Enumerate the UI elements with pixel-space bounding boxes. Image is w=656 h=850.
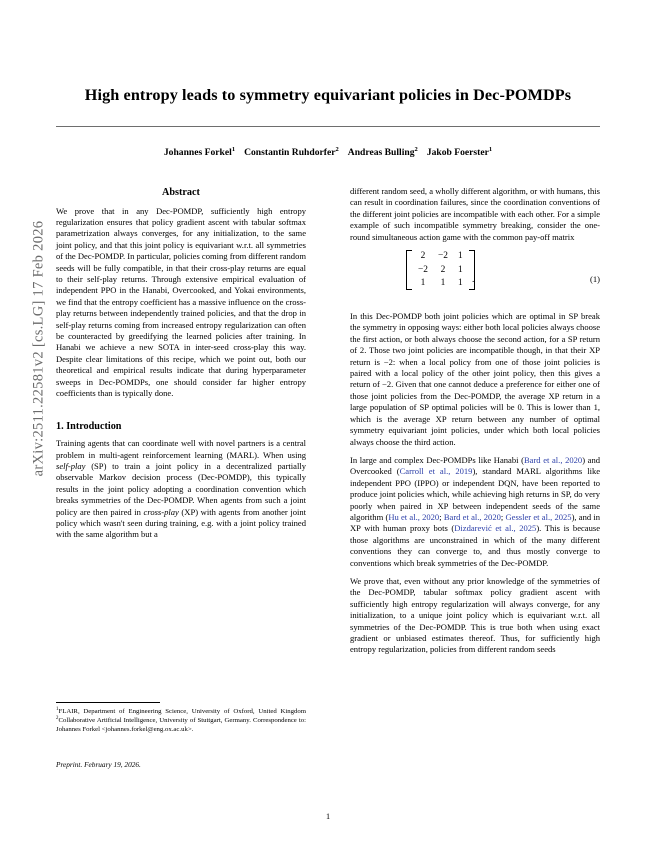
- matrix-cell: 1: [457, 277, 463, 288]
- introduction-paragraph-1: [56, 438, 306, 541]
- right-paragraph-2: In this Dec-POMDP both joint policies which are optimal in SP break the symmetry in opposing ways: either both local policies always choose the first action, or both always choose the second action, for a SP return of 2. Those two joint policies are incompatible though, in that their XP return is −2: when a local policy from one of those joint policies is paired with a local policy of the other joint policy, then this gives a return of −2. Given that one cannot deduce a preference for either one of those joint policies from the Dec-POMDP, the average XP return in a large population of SP optimal policies will be 0. This is lower than 1, which is the average XP return between any number of optimal symmetry equivariant joint policies, under which both local policies always choose the third action.: [350, 311, 600, 447]
- term-self-play: self-play: [56, 460, 86, 471]
- footnote-affiliations: [56, 708, 306, 735]
- matrix-cell: −2: [418, 264, 428, 275]
- matrix-cell: 1: [457, 251, 463, 262]
- right-paragraph-1: different random seed, a wholly different algorithm, or with humans, this can result in coordination failures, since the coordination conventions of the different joint policies are incompatible with each other. For a simple example of such incompatible symmetry breaking, consider the one-round simultaneous action game with the common pay-off matrix: [350, 186, 600, 242]
- matrix-cell: 1: [420, 277, 426, 288]
- section-spacer: [56, 407, 306, 420]
- p3-text-c: ), standard MARL algorithms like independent PPO (IPPO) or independent DQN, have been reported to produce joint policies which, while achieving high returns in SP, do very poorly when paired in XP between independent seeds of the same algorithm (: [350, 466, 601, 522]
- author-name: Jakob Foerster: [426, 147, 489, 158]
- citation-link[interactable]: Bard et al., 2020: [443, 511, 501, 522]
- matrix-cell: 1: [457, 264, 463, 275]
- abstract-heading: Abstract: [162, 187, 200, 198]
- right-column: [350, 186, 600, 656]
- author-name: Andreas Bulling: [347, 147, 415, 158]
- author-list: [56, 147, 600, 158]
- introduction-heading: 1. Introduction: [56, 420, 122, 432]
- matrix-row: [413, 264, 468, 277]
- intro-text-c: (XP) with agents from another joint policy which wasn't seen during training, e.g. with a joint policy trained with the same algorithm but a: [56, 506, 306, 540]
- citation-separator: ;: [500, 511, 506, 522]
- footnote-text-a: FLAIR, Department of Engineering Science, University of Oxford, United Kingdom: [58, 708, 306, 715]
- author-affiliation-marker: 1: [231, 145, 236, 153]
- intro-text-a: Training agents that can coordinate well with novel partners is a central problem in multi-agent reinforcement learning (MARL). When using: [56, 438, 306, 460]
- matrix-cell: −2: [437, 251, 448, 262]
- term-cross-play: cross-play: [143, 506, 179, 517]
- p3-text-d: ), and in XP with human proxy bots (: [350, 511, 601, 534]
- footnote-marker-2: 2: [56, 715, 59, 721]
- title-divider: [56, 126, 600, 127]
- matrix-cell: 1: [440, 277, 446, 288]
- footnote-divider: [56, 702, 160, 703]
- author-name: Constantin Ruhdorfer: [244, 147, 336, 158]
- equation-punctuation: .: [472, 275, 475, 286]
- intro-text-b: (SP) to train a joint policy in a decentralized partially observable Markov decision process (Dec-POMDP), this typically results in the joint policy adopting a coordination convention which breaks symmetries of the Dec-POMDP. When agents from such a joint policy are then paired in: [56, 460, 306, 517]
- citation-link[interactable]: Bard et al., 2020: [523, 454, 583, 465]
- citation-link[interactable]: Hu et al., 2020: [388, 511, 440, 522]
- footnote-text-b: Collaborative Artificial Intelligence, University of Stuttgart, Germany. Correspondence to: Johannes Forkel <johannes.forkel@eng.ox.ac.uk>.: [56, 716, 306, 733]
- author-affiliation-marker: 2: [335, 145, 339, 153]
- citation-link[interactable]: Carroll et al., 2019: [399, 466, 473, 477]
- equation-1: [350, 250, 600, 302]
- abstract-text: We prove that in any Dec-POMDP, sufficiently high entropy regularization ensures that policy gradient ascent with tabular softmax parametrization always converges, for any initialization, to the same joint policy, and that this joint policy is equivariant w.r.t. all symmetries of the Dec-POMDP. In particular, policies coming from different random seeds will be fully compatible, in that their cross-play returns are equal to their self-play returns. Through extensive empirical evaluation of independent PPO in the Hanabi, Overcooked, and Yokai environments, we find that the entropy coefficient has a massive influence on the cross-play returns between independently trained policies, and that the drop in self-play returns coming from increased entropy regularization can often be counteracted by greedifying the learned policies after training. In Hanabi we achieve a new SOTA in inter-seed cross-play this way. Despite clear limitations of this recipe, which we point out, both our theoretical and empirical results indicate that during hyperparameter sweeps in Dec-POMDPs, one should consider far higher entropy coefficients than is typically done.: [56, 205, 306, 399]
- paper-page: [56, 0, 600, 850]
- citation-separator: ;: [439, 511, 444, 522]
- matrix-cell: 2: [440, 264, 446, 275]
- citation-link[interactable]: Gessler et al., 2025: [505, 511, 572, 522]
- p3-text-a: In large and complex Dec-POMDPs like Hanabi (: [350, 454, 524, 465]
- citation-link[interactable]: Dizdarević et al., 2025: [454, 523, 537, 534]
- p3-text-e: ). This is because those algorithms are unconstrained in which of the many different conventions they can converge to, and thus mostly converge to conventions which break symmetries of the Dec-POMDP.: [350, 523, 600, 568]
- arxiv-stamp: arXiv:2511.22581v2 [cs.LG] 17 Feb 2026: [30, 220, 47, 477]
- matrix-row: [413, 250, 468, 263]
- preprint-notice: Preprint. February 19, 2026.: [56, 760, 141, 769]
- matrix-bracket-left: [406, 250, 412, 290]
- author-affiliation-marker: 2: [414, 145, 418, 153]
- page-title: High entropy leads to symmetry equivariant policies in Dec-POMDPs: [84, 86, 572, 104]
- left-column: [56, 186, 306, 548]
- p3-text-b: ) and Overcooked (: [350, 454, 601, 477]
- matrix-row: [413, 277, 468, 290]
- payoff-matrix: [406, 250, 475, 290]
- author-name: Johannes Forkel: [163, 147, 232, 158]
- footnote-marker-1: 1: [56, 706, 59, 712]
- matrix-cell: 2: [420, 251, 426, 262]
- right-paragraph-3: [350, 455, 600, 569]
- author-affiliation-marker: 1: [488, 145, 493, 153]
- equation-number: (1): [590, 274, 600, 285]
- right-paragraph-4: We prove that, even without any prior knowledge of the symmetries of the Dec-POMDP, tabular softmax policy gradient ascent with sufficiently high entropy regularization will always converge, for any initialization, to a unique joint policy which is equivariant w.r.t. all symmetries of the Dec-POMDP. This is true both when using exact gradient or unbiased estimates thereof. Thus, for sufficiently high entropy regularization, policies from different random seeds: [350, 575, 600, 655]
- page-number: 1: [325, 812, 331, 821]
